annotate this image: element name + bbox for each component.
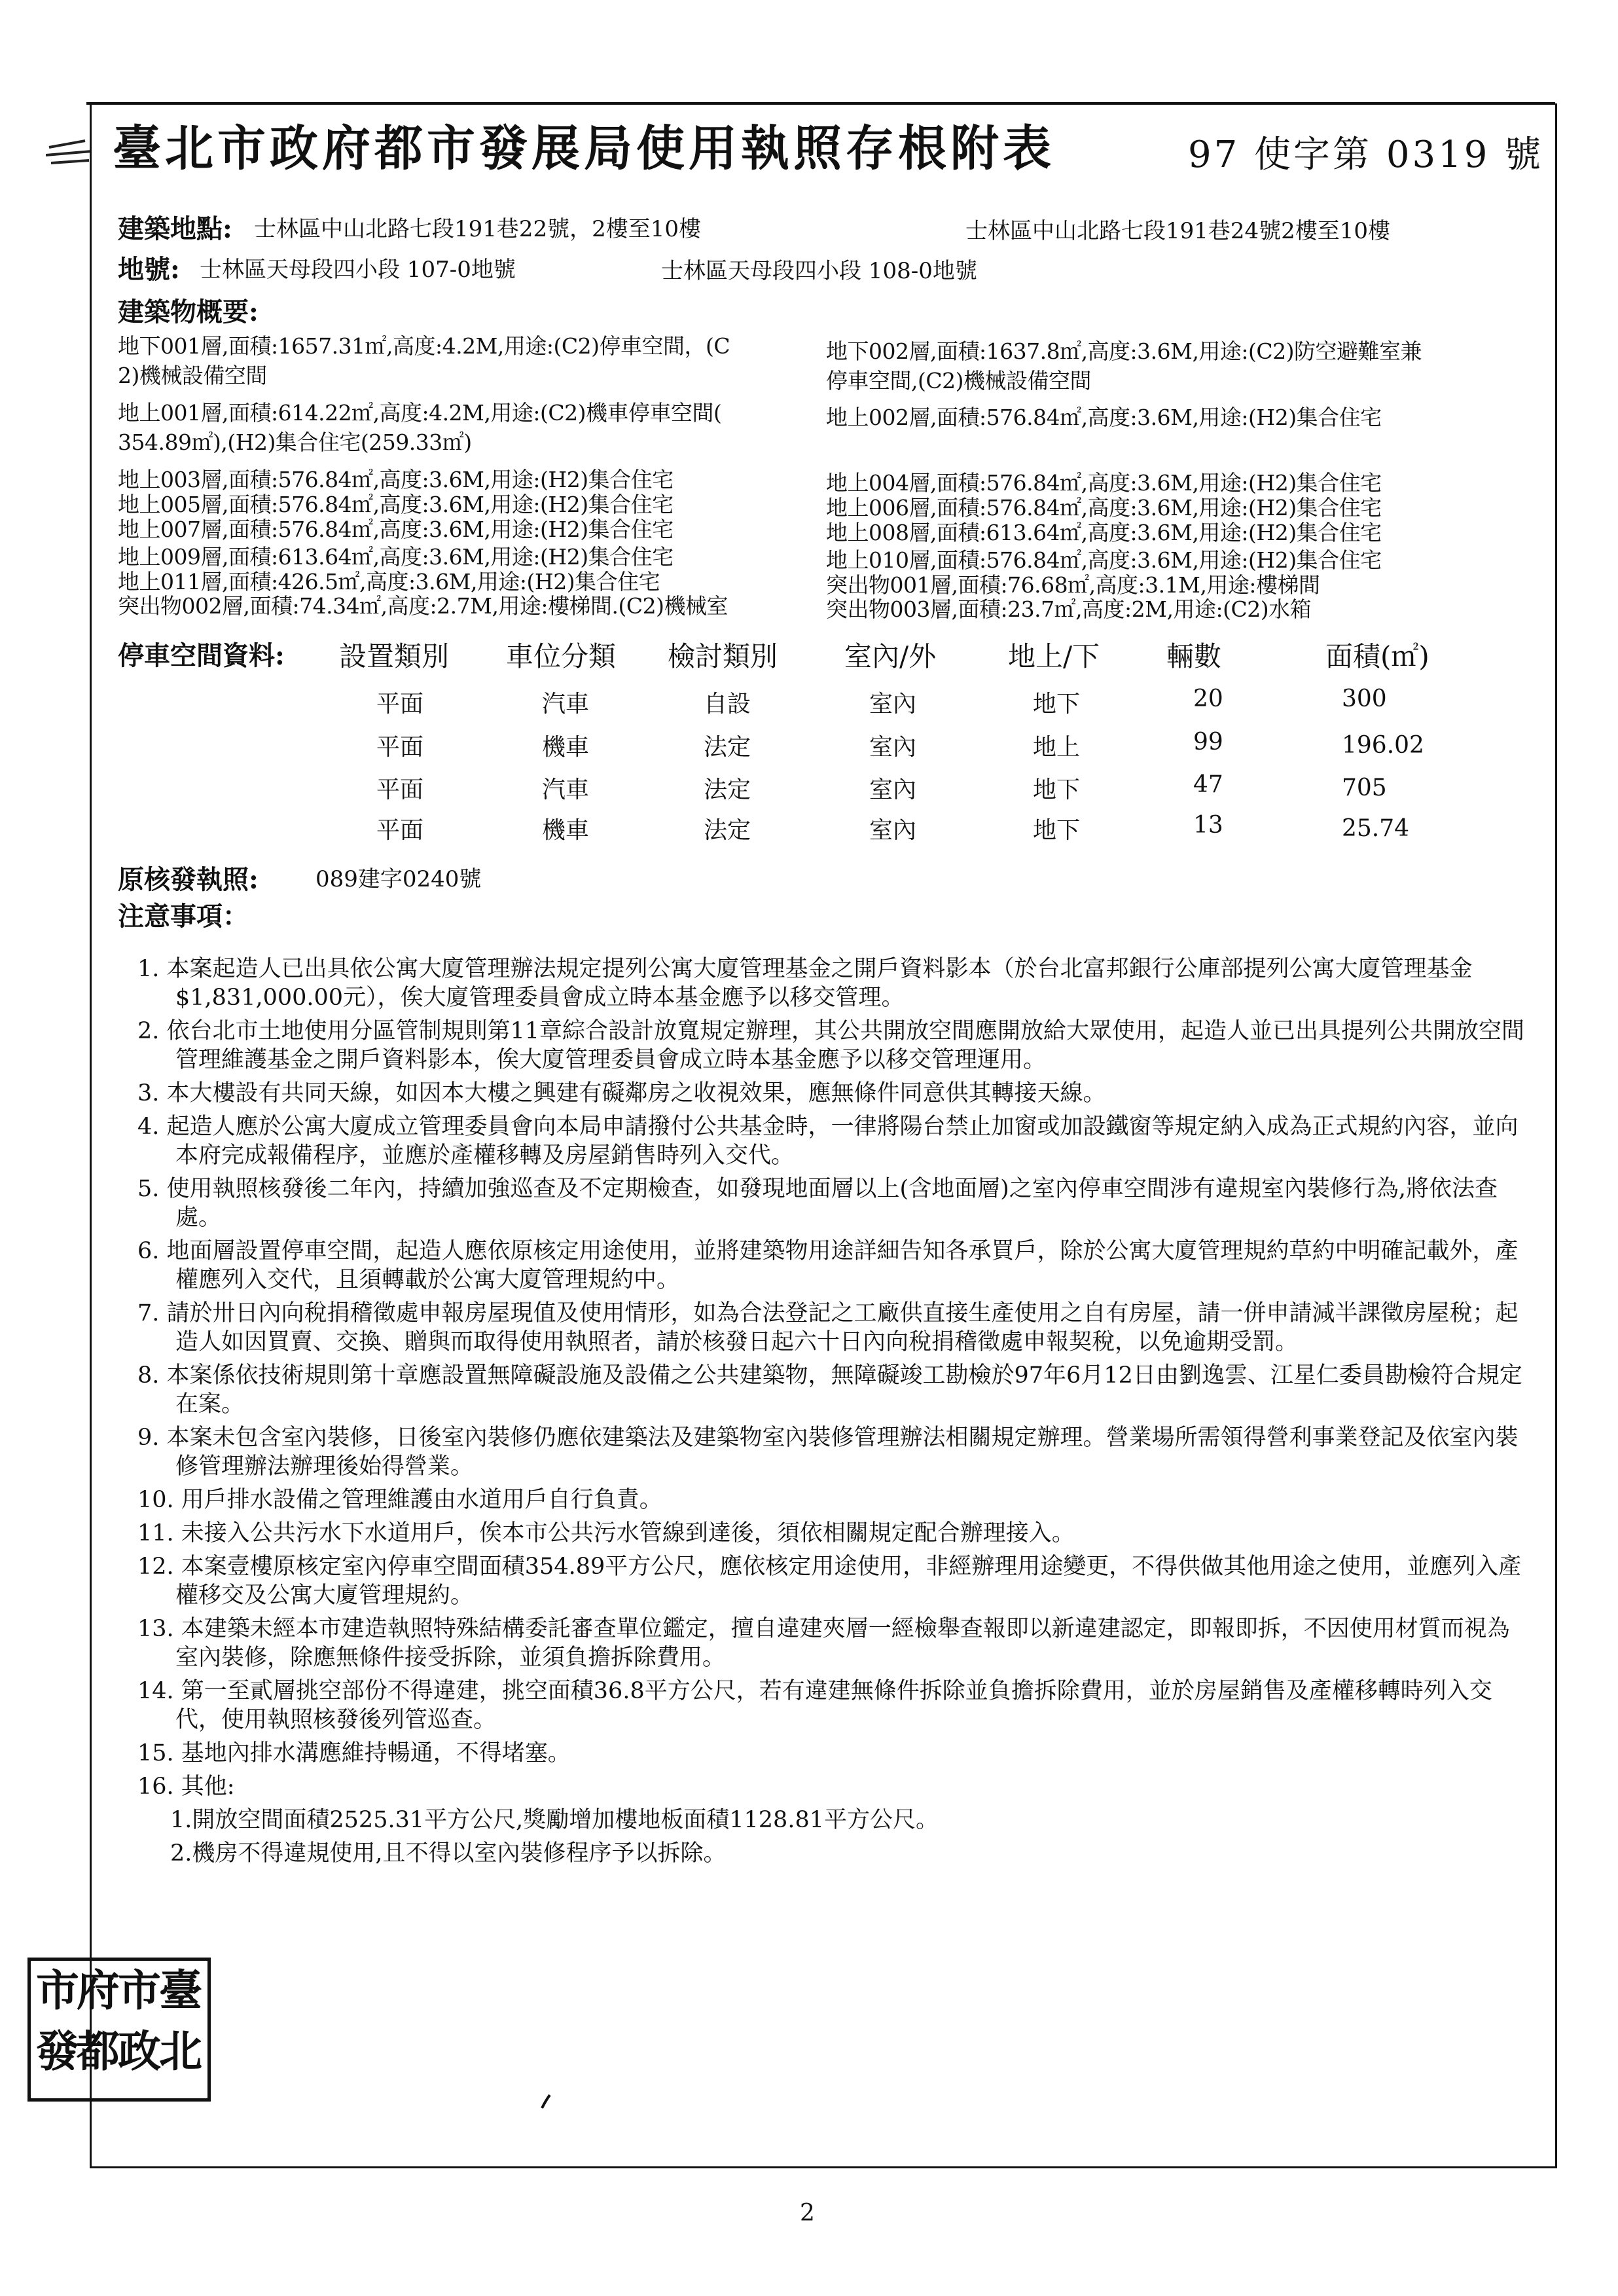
building-line-left: 地下001層,面積:1657.31㎡,高度:4.2M,用途:(C2)停車空間，(C xyxy=(118,333,730,359)
parking-header: 車位分類 xyxy=(506,640,617,672)
parking-cell: 平面 xyxy=(376,691,424,718)
seal-char: 北 xyxy=(159,2026,202,2077)
parking-cell: 47 xyxy=(1193,771,1223,798)
note-item: 13. 本建築未經本市建造執照特殊結構委託審查單位鑑定，擅自違建夾層一經檢舉查報即以新違建認定，即報即拆，不因使用材質而視為室內裝修，除應無條件接受拆除，並須負擔拆除費用。 xyxy=(137,1616,1510,1671)
note-item: 7. 請於卅日內向稅捐稽徵處申報房屋現值及使用情形，如為合法登記之工廠供直接生產使用之自有房屋，請一併申請減半課徵房屋稅；起造人如因買賣、交換、贈與而取得使用執照者，請於核發日起六十日內向稅捐稽徵處申報契稅，以免逾期受罰。 xyxy=(137,1300,1519,1355)
note-item: 8. 本案係依技術規則第十章應設置無障礙設施及設備之公共建築物，無障礙竣工勘檢於97年6月12日由劉逸雲、江星仁委員勘檢符合規定在案。 xyxy=(137,1362,1522,1417)
seal-char: 都 xyxy=(77,2026,120,2077)
building-line-left: 地上009層,面積:613.64㎡,高度:3.6M,用途:(H2)集合住宅 xyxy=(118,544,674,570)
note-item: 11. 未接入公共污水下水道用戶，俟本市公共污水管線到達後，須依相關規定配合辦理接入。 xyxy=(137,1520,1075,1546)
building-line-right: 停車空間,(C2)機械設備空間 xyxy=(826,368,1091,393)
note-item: 15. 基地內排水溝應維持暢通，不得堵塞。 xyxy=(137,1740,571,1766)
parking-cell: 機車 xyxy=(542,734,590,761)
parking-cell: 20 xyxy=(1193,685,1223,712)
building-line-right: 地上006層,面積:576.84㎡,高度:3.6M,用途:(H2)集合住宅 xyxy=(826,495,1382,520)
parking-cell: 法定 xyxy=(704,817,751,844)
parking-cell: 自設 xyxy=(704,691,751,718)
parking-cell: 705 xyxy=(1342,774,1387,801)
note-item: 4. 起造人應於公寓大廈成立管理委員會向本局申請撥付公共基金時，一律將陽台禁止加窗或加設鐵窗等規定納入成為正式規約內容，並向本府完成報備程序，並應於產權移轉及房屋銷售時列入交代。 xyxy=(137,1114,1519,1169)
building-summary-label: 建築物概要: xyxy=(118,297,259,327)
lot-label: 地號: xyxy=(118,254,180,285)
note-item: 9. 本案未包含室內裝修，日後室內裝修仍應依建築法及建築物室內裝修管理辦法相關規定辦理。營業場所需領得營利事業登記及依室內裝修管理辦法辦理後始得營業。 xyxy=(137,1425,1519,1480)
seal-char: 臺 xyxy=(159,1965,202,2016)
building-line-right: 突出物003層,面積:23.7㎡,高度:2M,用途:(C2)水箱 xyxy=(826,596,1312,622)
parking-cell: 法定 xyxy=(704,734,751,761)
note-item: 10. 用戶排水設備之管理維護由水道用戶自行負責。 xyxy=(137,1487,662,1513)
parking-cell: 平面 xyxy=(376,734,424,761)
parking-cell: 室內 xyxy=(869,691,917,718)
original-permit-label: 原核發執照: xyxy=(118,864,259,895)
building-line-right: 突出物001層,面積:76.68㎡,高度:3.1M,用途:樓梯間 xyxy=(826,572,1320,598)
parking-cell: 地下 xyxy=(1033,691,1081,718)
building-line-left: 2)機械設備空間 xyxy=(118,363,267,388)
note-item: 3. 本大樓設有共同天線，如因本大樓之興建有礙鄰房之收視效果，應無條件同意供其轉接天線。 xyxy=(137,1080,1106,1106)
note-item: 1. 本案起造人已出具依公寓大廈管理辦法規定提列公寓大廈管理基金之開戶資料影本（於台北富邦銀行公庫部提列公寓大廈管理基金$1,831,000.00元），俟大廈管理委員會成立時本基金應予以移交管理。 xyxy=(137,956,1473,1011)
parking-cell: 地上 xyxy=(1033,734,1081,761)
building-line-right: 地下002層,面積:1637.8㎡,高度:3.6M,用途:(C2)防空避難室兼 xyxy=(826,338,1422,364)
parking-cell: 法定 xyxy=(704,776,751,803)
building-line-left: 突出物002層,面積:74.34㎡,高度:2.7M,用途:樓梯間.(C2)機械室 xyxy=(118,593,728,619)
building-line-left: 地上007層,面積:576.84㎡,高度:3.6M,用途:(H2)集合住宅 xyxy=(118,517,674,542)
note-item: 12. 本案壹樓原核定室內停車空間面積354.89平方公尺，應依核定用途使用，非經辦理用途變更，不得供做其他用途之使用，並應列入產權移交及公寓大廈管理規約。 xyxy=(137,1554,1522,1609)
parking-cell: 平面 xyxy=(376,817,424,844)
building-line-left: 地上011層,面積:426.5㎡,高度:3.6M,用途:(H2)集合住宅 xyxy=(118,569,660,594)
original-permit-value: 089建字0240號 xyxy=(315,866,482,892)
official-seal xyxy=(27,1958,211,2102)
pen-mark-icon xyxy=(537,2088,556,2115)
parking-header: 面積(㎡) xyxy=(1325,640,1429,672)
parking-cell: 196.02 xyxy=(1342,732,1424,759)
note-sub-item: 2.機房不得違規使用,且不得以室內裝修程序予以拆除。 xyxy=(170,1840,727,1867)
seal-char: 市 xyxy=(36,1965,79,2016)
seal-char: 政 xyxy=(118,2026,161,2077)
building-line-right: 地上002層,面積:576.84㎡,高度:3.6M,用途:(H2)集合住宅 xyxy=(826,405,1382,430)
building-line-right: 地上008層,面積:613.64㎡,高度:3.6M,用途:(H2)集合住宅 xyxy=(826,520,1382,545)
parking-cell: 汽車 xyxy=(542,776,590,803)
parking-header: 檢討類別 xyxy=(668,640,778,672)
note-item: 16. 其他: xyxy=(137,1774,235,1800)
notes-list xyxy=(137,955,1525,1872)
building-line-right: 地上004層,面積:576.84㎡,高度:3.6M,用途:(H2)集合住宅 xyxy=(826,470,1382,496)
note-item: 6. 地面層設置停車空間，起造人應依原核定用途使用，並將建築物用途詳細告知各承買戶，除於公寓大廈管理規約草約中明確記載外，產權應列入交代，且須轉載於公寓大廈管理規約中。 xyxy=(137,1238,1519,1293)
note-item: 5. 使用執照核發後二年內，持續加強巡查及不定期檢查，如發現地面層以上(含地面層)之室內停車空間涉有違規室內裝修行為,將依法查處。 xyxy=(137,1176,1498,1231)
parking-cell: 室內 xyxy=(869,776,917,803)
parking-cell: 室內 xyxy=(869,817,917,844)
parking-cell: 300 xyxy=(1342,685,1387,712)
parking-cell: 13 xyxy=(1193,812,1223,839)
seal-char: 市 xyxy=(118,1965,161,2016)
lot-value-2: 士林區天母段四小段 108-0地號 xyxy=(661,258,977,284)
parking-cell: 機車 xyxy=(542,817,590,844)
building-line-left: 地上003層,面積:576.84㎡,高度:3.6M,用途:(H2)集合住宅 xyxy=(118,467,674,492)
parking-cell: 汽車 xyxy=(542,691,590,718)
lot-value-1: 士林區天母段四小段 107-0地號 xyxy=(200,257,516,283)
parking-cell: 地下 xyxy=(1033,776,1081,803)
parking-cell: 99 xyxy=(1193,729,1223,756)
parking-header: 輛數 xyxy=(1166,640,1222,672)
building-line-left: 地上001層,面積:614.22㎡,高度:4.2M,用途:(C2)機車停車空間( xyxy=(118,400,722,426)
document-title: 臺北市政府都市發展局使用執照存根附表 xyxy=(113,120,1055,177)
parking-cell: 平面 xyxy=(376,776,424,803)
seal-char: 發 xyxy=(36,2026,79,2077)
parking-header: 室內/外 xyxy=(844,640,937,672)
seal-char: 府 xyxy=(77,1965,120,2016)
parking-header: 地上/下 xyxy=(1008,640,1100,672)
location-value-1: 士林區中山北路七段191巷22號，2樓至10樓 xyxy=(254,216,702,242)
parking-cell: 25.74 xyxy=(1342,815,1410,842)
page-number: 2 xyxy=(800,2200,815,2227)
parking-header: 設置類別 xyxy=(339,640,450,672)
building-line-right: 地上010層,面積:576.84㎡,高度:3.6M,用途:(H2)集合住宅 xyxy=(826,547,1382,573)
note-item: 14. 第一至貳層挑空部份不得違建，挑空面積36.8平方公尺，若有違建無條件拆除並負擔拆除費用，並於房屋銷售及產權移轉時列入交代，使用執照核發後列管巡查。 xyxy=(137,1678,1492,1733)
location-value-2: 士林區中山北路七段191巷24號2樓至10樓 xyxy=(965,218,1391,244)
building-line-left: 地上005層,面積:576.84㎡,高度:3.6M,用途:(H2)集合住宅 xyxy=(118,492,674,517)
note-sub-item: 1.開放空間面積2525.31平方公尺,獎勵增加樓地板面積1128.81平方公尺。 xyxy=(170,1807,939,1833)
location-label: 建築地點: xyxy=(118,213,232,244)
parking-cell: 地下 xyxy=(1033,817,1081,844)
building-line-left: 354.89㎡),(H2)集合住宅(259.33㎡) xyxy=(118,429,472,455)
permit-number: 97 使字第 0319 號 xyxy=(1188,134,1544,176)
notes-label: 注意事項： xyxy=(118,901,249,932)
parking-cell: 室內 xyxy=(869,734,917,761)
parking-label: 停車空間資料: xyxy=(118,640,285,671)
note-item: 2. 依台北市土地使用分區管制規則第11章綜合設計放寬規定辦理，其公共開放空間應開放給大眾使用，起造人並已出具提列公共開放空間管理維護基金之開戶資料影本，俟大廈管理委員會成立時本基金應予以移交管理運用。 xyxy=(137,1018,1525,1073)
